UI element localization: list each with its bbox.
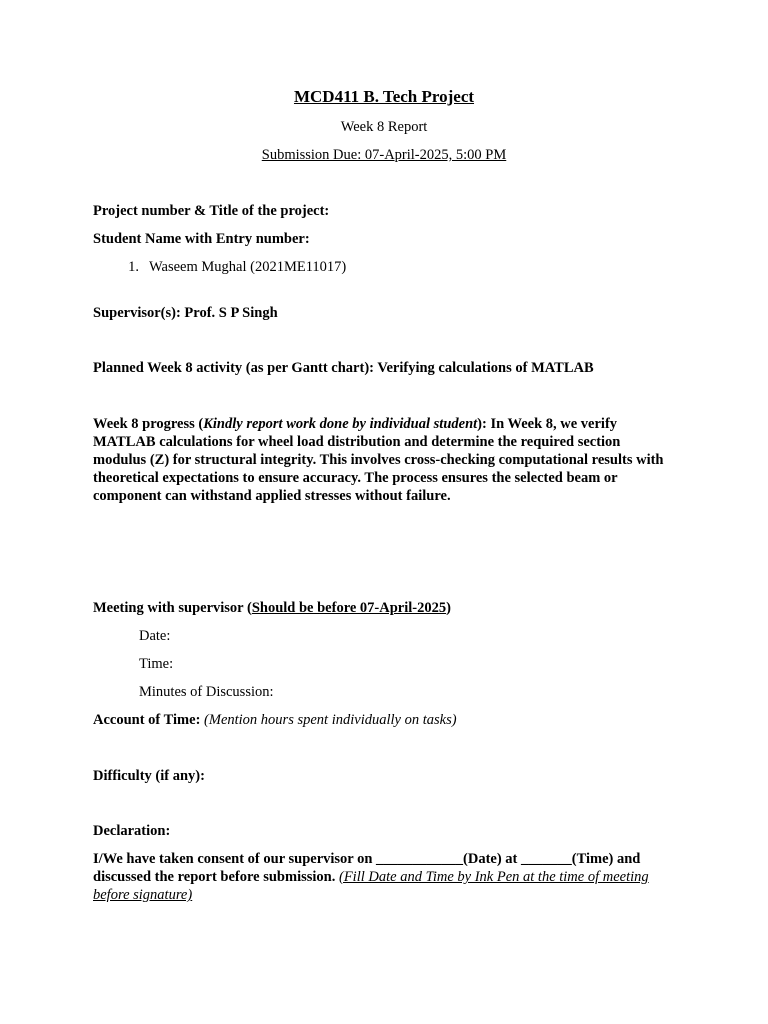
meeting-heading <box>93 599 672 617</box>
document-title: MCD411 B. Tech Project <box>293 87 475 106</box>
account-of-time <box>93 711 672 729</box>
report-subtitle: Week 8 Report <box>340 119 428 135</box>
difficulty-label: Difficulty (if any): <box>93 768 205 784</box>
project-title-label: Project number & Title of the project: <box>93 203 330 219</box>
meeting-minutes-label: Minutes of Discussion: <box>139 684 274 700</box>
planned-activity: Planned Week 8 activity (as per Gantt chart): Verifying calculations of MATLAB <box>93 360 594 376</box>
week-progress <box>93 415 673 505</box>
student-name: Waseem Mughal (2021ME11017) <box>149 259 347 275</box>
declaration-text <box>93 850 668 904</box>
meeting-time-label: Time: <box>139 656 174 672</box>
meeting-date-label: Date: <box>139 628 171 644</box>
account-note: (Mention hours spent individually on tasks) <box>204 712 457 728</box>
declaration-note: (Fill Date and Time by Ink Pen at the time of meeting before signature) <box>93 869 649 903</box>
meeting-suffix: ) <box>446 600 451 616</box>
submission-due <box>0 146 768 164</box>
declaration-statement: I/We have taken consent of our supervisor on ____________(Date) at _______(Time) and discussed the report before submission. <box>93 851 641 885</box>
progress-note: Kindly report work done by individual student <box>203 416 478 432</box>
progress-text: ): In Week 8, we verify MATLAB calculations for wheel load distribution and determine the required section modulus (Z) for structural integrity. This involves cross-checking computational results with theoretical expectations to ensure accuracy. The process ensures the selected beam or component can withstand applied stresses without failure. <box>93 416 664 504</box>
supervisor-line: Supervisor(s): Prof. S P Singh <box>93 305 278 321</box>
meeting-deadline: Should be before 07-April-2025 <box>251 600 447 616</box>
progress-prefix: Week 8 progress ( <box>93 416 204 432</box>
declaration-label: Declaration: <box>93 823 171 839</box>
student-name-label: Student Name with Entry number: <box>93 231 310 247</box>
account-label: Account of Time: <box>93 712 201 728</box>
list-number: 1. <box>128 259 139 275</box>
student-list-item <box>115 258 672 276</box>
submission-due-text: Submission Due: 07-April-2025, 5:00 PM <box>261 147 507 163</box>
meeting-prefix: Meeting with supervisor ( <box>93 600 252 616</box>
